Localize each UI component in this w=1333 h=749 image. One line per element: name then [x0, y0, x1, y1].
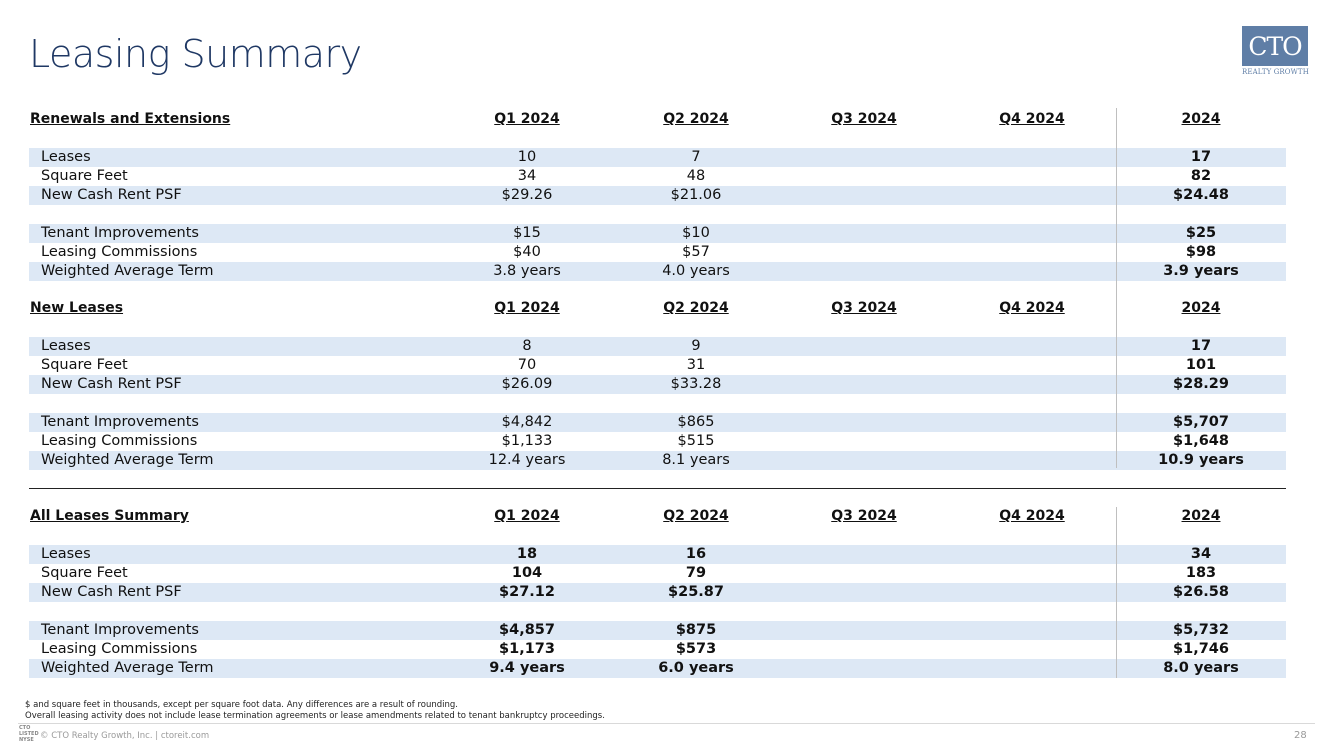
cell-q2: $865	[677, 414, 715, 430]
column-header-q2: Q2 2024	[663, 508, 729, 524]
table-row	[29, 243, 1286, 262]
row-label: Leasing Commissions	[41, 244, 198, 260]
cell-q4	[972, 621, 1092, 640]
row-label: Leases	[41, 338, 91, 354]
total-column-divider	[1116, 108, 1117, 468]
cell-q3	[804, 167, 924, 186]
row-spacer	[29, 205, 1286, 224]
cell-q1: 8	[522, 338, 532, 354]
cell-total: 183	[1185, 565, 1217, 581]
row-label: Weighted Average Term	[41, 660, 214, 676]
footer-copyright: © CTO Realty Growth, Inc. | ctoreit.com	[40, 731, 210, 741]
cell-q1: $4,842	[501, 414, 553, 430]
cell-q4	[972, 186, 1092, 205]
cell-q3	[804, 659, 924, 678]
cell-q1: $1,133	[501, 433, 553, 449]
cell-q2: $25.87	[668, 584, 724, 600]
cell-q2: 48	[686, 168, 706, 184]
column-header-q1: Q1 2024	[494, 300, 560, 316]
cell-q2: $21.06	[670, 187, 722, 203]
row-label: New Cash Rent PSF	[41, 187, 182, 203]
cell-q4	[972, 413, 1092, 432]
footnote: $ and square feet in thousands, except per square foot data. Any differences are a result of rounding.	[25, 700, 458, 710]
row-label: Leases	[41, 149, 91, 165]
section-rows	[29, 148, 1286, 281]
cell-q2: 7	[691, 149, 701, 165]
row-label: Weighted Average Term	[41, 263, 214, 279]
cell-total: 3.9 years	[1163, 263, 1239, 279]
cell-q3	[804, 224, 924, 243]
all-leases-section	[29, 507, 1286, 678]
cell-total: $25	[1185, 225, 1217, 241]
table-row	[29, 224, 1286, 243]
cell-q3	[804, 337, 924, 356]
cell-total: $28.29	[1173, 376, 1229, 392]
cell-q3	[804, 432, 924, 451]
cell-q3	[804, 356, 924, 375]
table-row	[29, 640, 1286, 659]
cell-q4	[972, 564, 1092, 583]
cell-q3	[804, 621, 924, 640]
footnotes	[25, 700, 605, 722]
column-header-q1: Q1 2024	[494, 111, 560, 127]
column-header-q1: Q1 2024	[494, 508, 560, 524]
row-spacer	[29, 394, 1286, 413]
cell-q4	[972, 262, 1092, 281]
row-label: Tenant Improvements	[41, 414, 199, 430]
column-header-q4: Q4 2024	[999, 111, 1065, 127]
cell-q4	[972, 640, 1092, 659]
cell-q3	[804, 451, 924, 470]
cell-q4	[972, 356, 1092, 375]
cell-q1: 34	[517, 168, 537, 184]
column-header-q2: Q2 2024	[663, 300, 729, 316]
cell-q1: 10	[517, 149, 537, 165]
cell-q1: 9.4 years	[489, 660, 565, 676]
cell-q1: $4,857	[499, 622, 555, 638]
cell-total: 17	[1190, 338, 1212, 354]
cell-q3	[804, 262, 924, 281]
cell-q3	[804, 564, 924, 583]
cell-q4	[972, 224, 1092, 243]
cell-q4	[972, 583, 1092, 602]
nyse-listed-badge	[19, 725, 39, 745]
table-row	[29, 564, 1286, 583]
row-label: Leasing Commissions	[41, 433, 198, 449]
table-row	[29, 451, 1286, 470]
column-header-q4: Q4 2024	[999, 508, 1065, 524]
footer-divider	[18, 723, 1315, 724]
row-label: Weighted Average Term	[41, 452, 214, 468]
badge-line: NYSE	[19, 737, 34, 743]
cell-q3	[804, 243, 924, 262]
cell-q3	[804, 545, 924, 564]
section-title: New Leases	[30, 300, 124, 316]
cell-q1: $15	[513, 225, 541, 241]
cell-q4	[972, 148, 1092, 167]
renewals-section	[29, 110, 1286, 281]
cell-q2: 79	[685, 565, 707, 581]
cell-total: $1,746	[1173, 641, 1229, 657]
table-row	[29, 186, 1286, 205]
row-label: New Cash Rent PSF	[41, 376, 182, 392]
company-logo	[1242, 26, 1308, 78]
cell-q3	[804, 640, 924, 659]
cell-q3	[804, 186, 924, 205]
cell-q4	[972, 167, 1092, 186]
row-label: New Cash Rent PSF	[41, 584, 182, 600]
table-row	[29, 167, 1286, 186]
cell-total: $1,648	[1173, 433, 1229, 449]
row-label: Leasing Commissions	[41, 641, 198, 657]
column-header-q3: Q3 2024	[831, 508, 897, 524]
column-header-q3: Q3 2024	[831, 111, 897, 127]
table-row	[29, 545, 1286, 564]
logo-mark: CTO	[1242, 26, 1308, 66]
row-label: Square Feet	[41, 565, 128, 581]
cell-q2: $875	[675, 622, 717, 638]
column-header-total: 2024	[1181, 300, 1221, 316]
cell-q1: $27.12	[499, 584, 555, 600]
cell-q1: $40	[513, 244, 541, 260]
cell-q2: 16	[685, 546, 707, 562]
cell-total: 10.9 years	[1158, 452, 1244, 468]
cell-q1: 70	[517, 357, 537, 373]
cell-q1: 18	[516, 546, 538, 562]
logo-subtitle: REALTY GROWTH	[1242, 68, 1309, 76]
cell-q1: $29.26	[501, 187, 553, 203]
page-title: Leasing Summary	[29, 32, 362, 76]
row-label: Square Feet	[41, 168, 128, 184]
cell-q2: $33.28	[670, 376, 722, 392]
cell-q2: 6.0 years	[658, 660, 734, 676]
cell-total: 17	[1190, 149, 1212, 165]
row-label: Square Feet	[41, 357, 128, 373]
table-row	[29, 432, 1286, 451]
total-column-divider	[1116, 507, 1117, 678]
cell-q3	[804, 375, 924, 394]
cell-q2: 9	[691, 338, 701, 354]
cell-q1: 12.4 years	[488, 452, 566, 468]
cell-q4	[972, 243, 1092, 262]
cell-q4	[972, 432, 1092, 451]
section-title: All Leases Summary	[30, 508, 189, 524]
column-header-q3: Q3 2024	[831, 300, 897, 316]
new-leases-section	[29, 299, 1286, 470]
cell-q4	[972, 337, 1092, 356]
cell-total: $5,707	[1173, 414, 1229, 430]
cell-q1: 104	[511, 565, 543, 581]
section-divider	[29, 488, 1286, 489]
cell-total: $26.58	[1173, 584, 1229, 600]
cell-q2: 4.0 years	[662, 263, 730, 279]
cell-total: $5,732	[1173, 622, 1229, 638]
cell-q2: $573	[675, 641, 717, 657]
cell-q1: $1,173	[499, 641, 555, 657]
table-row	[29, 583, 1286, 602]
cell-total: 101	[1185, 357, 1217, 373]
cell-q3	[804, 413, 924, 432]
table-row	[29, 356, 1286, 375]
footnote: Overall leasing activity does not include lease termination agreements or lease amendments related to tenant bankruptcy proceedings.	[25, 711, 605, 721]
table-row	[29, 413, 1286, 432]
cell-q4	[972, 545, 1092, 564]
cell-q4	[972, 375, 1092, 394]
table-row	[29, 337, 1286, 356]
section-rows	[29, 545, 1286, 678]
cell-q1: 3.8 years	[493, 263, 561, 279]
cell-q1: $26.09	[501, 376, 553, 392]
table-row	[29, 262, 1286, 281]
cell-q3	[804, 148, 924, 167]
row-label: Leases	[41, 546, 91, 562]
cell-q4	[972, 451, 1092, 470]
row-spacer	[29, 602, 1286, 621]
row-label: Tenant Improvements	[41, 225, 199, 241]
badge-line: CTO	[19, 725, 31, 731]
page-number: 28	[1294, 730, 1307, 741]
column-header-q2: Q2 2024	[663, 111, 729, 127]
section-header	[29, 299, 1286, 321]
section-rows	[29, 337, 1286, 470]
section-title: Renewals and Extensions	[30, 111, 231, 127]
cell-q2: $10	[682, 225, 710, 241]
table-row	[29, 659, 1286, 678]
column-header-total: 2024	[1181, 508, 1221, 524]
section-header	[29, 110, 1286, 132]
cell-q2: $57	[682, 244, 710, 260]
cell-total: 34	[1190, 546, 1212, 562]
cell-total: $98	[1185, 244, 1217, 260]
column-header-total: 2024	[1181, 111, 1221, 127]
cell-total: 8.0 years	[1163, 660, 1239, 676]
cell-total: 82	[1190, 168, 1212, 184]
cell-q2: $515	[677, 433, 715, 449]
cell-total: $24.48	[1173, 187, 1229, 203]
cell-q2: 31	[686, 357, 706, 373]
badge-line: LISTED	[19, 731, 39, 737]
section-header	[29, 507, 1286, 529]
table-row	[29, 148, 1286, 167]
column-header-q4: Q4 2024	[999, 300, 1065, 316]
cell-q2: 8.1 years	[662, 452, 730, 468]
table-row	[29, 375, 1286, 394]
row-label: Tenant Improvements	[41, 622, 199, 638]
cell-q4	[972, 659, 1092, 678]
table-row	[29, 621, 1286, 640]
cell-q3	[804, 583, 924, 602]
